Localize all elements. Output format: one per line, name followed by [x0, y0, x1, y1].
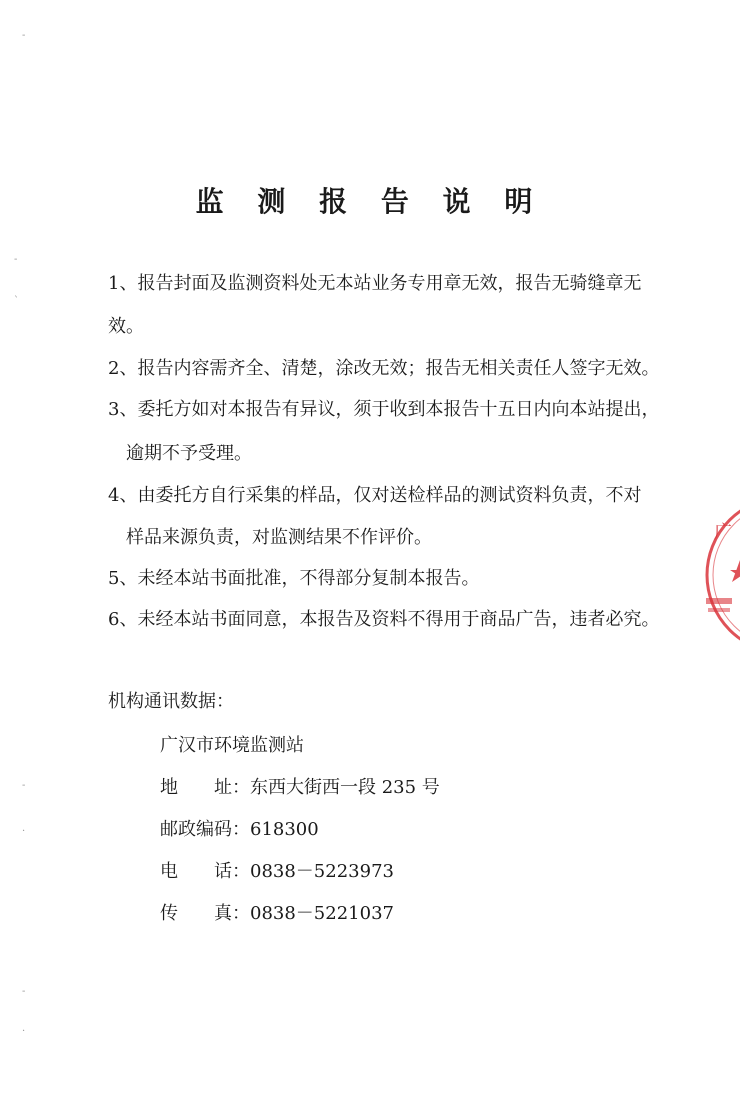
- contact-heading: 机构通讯数据：: [108, 691, 234, 712]
- postcode-label: 邮政编码：: [160, 819, 250, 840]
- contact-fax-row: [160, 902, 394, 926]
- scan-speck: ˋ: [14, 296, 19, 307]
- address-value: 东西大街西一段 235 号: [250, 777, 440, 798]
- note-item-3-line-1: 3、委托方如对本报告有异议，须于收到本报告十五日内向本站提出，: [108, 399, 660, 420]
- official-seal-stamp: [700, 490, 740, 660]
- page-title: 监 测 报 告 说 明: [195, 185, 545, 218]
- fax-value: 0838－5221037: [250, 903, 394, 924]
- note-item-1-line-2: 效。: [108, 316, 144, 337]
- scan-speck: -: [22, 30, 26, 41]
- fax-label: 传 真：: [160, 903, 250, 924]
- phone-value: 0838－5223973: [250, 861, 394, 882]
- scan-speck: ·: [22, 1026, 26, 1037]
- scan-speck: -: [22, 986, 26, 997]
- note-item-4-line-1: 4、由委托方自行采集的样品，仅对送检样品的测试资料负责，不对: [108, 485, 642, 506]
- phone-label: 电 话：: [160, 861, 250, 882]
- note-item-2: 2、报告内容需齐全、清楚，涂改无效；报告无相关责任人签字无效。: [108, 358, 660, 379]
- address-label: 地 址：: [160, 777, 250, 798]
- postcode-value: 618300: [250, 819, 319, 840]
- note-item-4-line-2: 样品来源负责，对监测结果不作评价。: [126, 527, 432, 548]
- note-item-6: 6、未经本站书面同意，本报告及资料不得用于商品广告，违者必究。: [108, 609, 660, 630]
- contact-org-name: 广汉市环境监测站: [160, 735, 304, 756]
- contact-postcode-row: [160, 818, 319, 842]
- note-item-1-line-1: 1、报告封面及监测资料处无本站业务专用章无效，报告无骑缝章无: [108, 273, 642, 294]
- scan-speck: -: [22, 780, 26, 791]
- scan-speck: -: [14, 254, 18, 265]
- contact-phone-row: [160, 860, 394, 884]
- scan-speck: ·: [22, 826, 26, 837]
- contact-address-row: [160, 776, 440, 800]
- note-item-5: 5、未经本站书面批准，不得部分复制本报告。: [108, 568, 480, 589]
- note-item-3-line-2: 逾期不予受理。: [126, 443, 252, 464]
- svg-text:广: 广: [714, 522, 732, 543]
